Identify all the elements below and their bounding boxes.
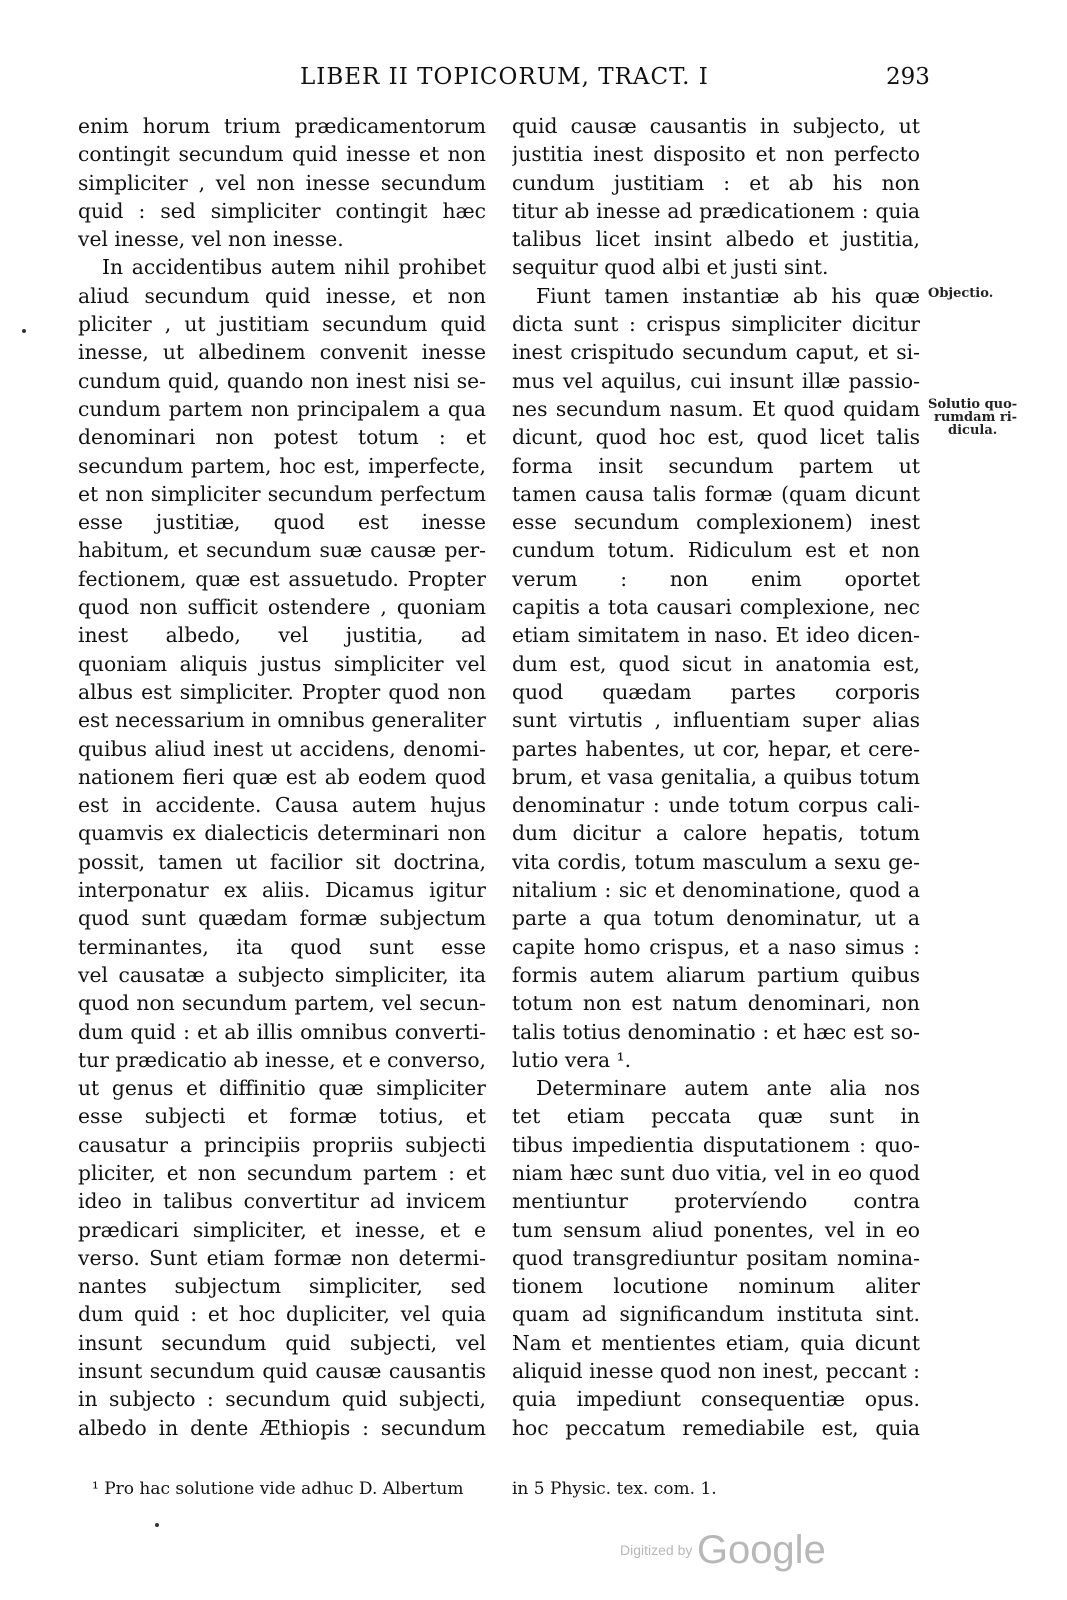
text-line: secundum partem, hoc est, imperfecte, — [78, 453, 486, 478]
text-line: quod non sufficit ostendere , quoniam — [78, 595, 486, 620]
text-line: esse secundum complexionem) inest — [512, 510, 920, 535]
text-line: denominatur : unde totum corpus cali- — [512, 793, 920, 818]
text-line: verso. Sunt etiam formæ non determi- — [78, 1245, 486, 1270]
text-line: inesse, ut albedinem convenit inesse — [78, 340, 486, 365]
text-line: Determinare autem ante alia nos — [536, 1076, 920, 1101]
text-line: mus vel aquilus, cui insunt illæ passio- — [512, 368, 920, 393]
text-line: etiam simitatem in naso. Et ideo dicen- — [512, 623, 920, 648]
text-line: quamvis ex dialecticis determinari non — [78, 821, 486, 846]
text-line: dum dicitur a calore hepatis, totum — [512, 821, 920, 846]
text-line: parte a qua totum denominatur, ut a — [512, 906, 920, 931]
text-line: lutio vera ¹. — [512, 1047, 632, 1072]
text-line: cundum justitiam : et ab his non — [512, 170, 920, 195]
text-line: brum, et vasa genitalia, a quibus totum — [512, 764, 920, 789]
text-line: enim horum trium prædicamentorum — [78, 114, 486, 138]
text-line: aliud secundum quid inesse, et non — [78, 283, 486, 308]
text-line: quia impediunt consequentiæ opus. — [512, 1387, 920, 1412]
text-line: habitum, et secundum suæ causæ per- — [78, 538, 486, 563]
text-line: quod non secundum partem, vel secun- — [78, 991, 486, 1016]
text-line: niam hæc sunt duo vitia, vel in eo quod — [512, 1160, 920, 1185]
page-number: 293 — [886, 64, 930, 90]
text-line: terminantes, ita quod sunt esse — [78, 934, 486, 959]
text-line: possit, tamen ut facilior sit doctrina, — [78, 849, 486, 874]
text-line: sunt virtutis , influentiam super alias — [512, 708, 920, 733]
text-line: verum : non enim oportet — [512, 566, 920, 591]
margin-note-line: Solutio quo- — [928, 397, 1018, 412]
google-logo: Google — [696, 1528, 826, 1572]
text-line: interponatur ex aliis. Dicamus igitur — [78, 878, 486, 903]
text-line: est necessarium in omnibus generaliter — [78, 708, 486, 733]
text-line: capitis a tota causari complexione, nec — [512, 595, 920, 620]
text-line: quam ad significandum instituta sint. — [512, 1302, 920, 1327]
text-line: mentiuntur protervíendo contra — [512, 1189, 920, 1214]
text-line: nationem fieri quæ est ab eodem quod — [78, 764, 486, 789]
text-line: tum sensum aliud ponentes, vel in eo — [512, 1217, 920, 1242]
text-line: pliciter, et non secundum partem : et — [78, 1160, 486, 1185]
text-line: fectionem, quæ est assuetudo. Propter — [78, 566, 486, 591]
margin-note-objectio: Objectio. — [928, 286, 994, 301]
speck-mark — [155, 1523, 159, 1527]
text-line: quid causæ causantis in subjecto, ut — [512, 114, 920, 138]
text-line: vita cordis, totum masculum a sexu ge- — [512, 849, 920, 874]
text-line: insunt secundum quid subjecti, vel — [78, 1330, 486, 1355]
digitized-by-google-watermark — [620, 1528, 826, 1573]
text-line: est in accidente. Causa autem hujus — [78, 793, 486, 818]
text-line: ut genus et diffinitio quæ simpliciter — [78, 1076, 486, 1101]
text-line: pliciter , ut justitiam secundum quid — [78, 312, 486, 337]
text-line: cundum partem non principalem a qua — [78, 396, 486, 421]
text-line: prædicari simpliciter, et inesse, et e — [78, 1217, 486, 1242]
text-line: formis autem aliarum partium quibus — [512, 962, 920, 987]
text-line: nantes subjectum simpliciter, sed — [78, 1274, 486, 1299]
text-line: quibus aliud inest ut accidens, denomi- — [78, 736, 486, 761]
text-line: quod sunt quædam formæ subjectum — [78, 906, 486, 931]
text-line: dum est, quod sicut in anatomia est, — [512, 651, 920, 676]
text-line: quod quædam partes corporis — [512, 679, 920, 704]
text-line: hoc peccatum remediabile est, quia — [512, 1415, 920, 1440]
text-line: dum quid : et hoc dupliciter, vel quia — [78, 1302, 486, 1327]
text-line: dicta sunt : crispus simpliciter dicitur — [512, 312, 920, 337]
margin-note-line: rumdam ri- — [934, 410, 1018, 425]
watermark-prefix: Digitized by — [620, 1542, 693, 1558]
text-line: esse subjecti et formæ totius, et — [78, 1104, 486, 1129]
text-line: talis totius denominatio : et hæc est so- — [512, 1019, 920, 1044]
text-line: partes habentes, ut cor, hepar, et cere- — [512, 736, 920, 761]
left-text-column — [78, 112, 486, 1442]
text-line: forma insit secundum partem ut — [512, 453, 920, 478]
text-line: inest albedo, vel justitia, ad — [78, 623, 486, 648]
text-line: cundum quid, quando non inest nisi se- — [78, 368, 486, 393]
text-line: denominari non potest totum : et — [78, 425, 486, 450]
text-line: dum quid : et ab illis omnibus converti- — [78, 1019, 486, 1044]
text-line: quoniam aliquis justus simpliciter vel — [78, 651, 486, 676]
text-line: capite homo crispus, et a naso simus : — [512, 934, 920, 959]
text-line: aliquid inesse quod non inest, peccant : — [512, 1359, 920, 1384]
text-line: quid : sed simpliciter contingit hæc — [78, 198, 486, 223]
text-line: tibus impedientia disputationem : quo- — [512, 1132, 920, 1157]
right-text-column — [512, 112, 920, 1442]
text-line: Fiunt tamen instantiæ ab his quæ — [536, 283, 920, 308]
text-line: tur prædicatio ab inesse, et e converso, — [78, 1047, 486, 1072]
text-line: esse justitiæ, quod est inesse — [78, 510, 486, 535]
text-line: simpliciter , vel non inesse secundum — [78, 170, 486, 195]
text-line: justitia inest disposito et non perfecto — [512, 142, 920, 167]
text-line: et non simpliciter secundum perfectum — [78, 481, 486, 506]
text-line: nitalium : sic et denominatione, quod a — [512, 878, 920, 903]
text-line: albus est simpliciter. Propter quod non — [78, 679, 486, 704]
text-line: tamen causa talis formæ (quam dicunt — [512, 481, 920, 506]
text-line: inest crispitudo secundum caput, et si- — [512, 340, 920, 365]
text-line: quod transgrediuntur positam nomina- — [512, 1245, 920, 1270]
text-line: tionem locutione nominum aliter — [512, 1274, 920, 1299]
text-line: vel causatæ a subjecto simpliciter, ita — [78, 962, 486, 987]
text-line: contingit secundum quid inesse et non — [78, 142, 486, 167]
text-line: insunt secundum quid causæ causantis — [78, 1359, 486, 1384]
text-line: totum non est natum denominari, non — [512, 991, 920, 1016]
text-line: talibus licet insint albedo et justitia, — [512, 227, 920, 252]
text-line: tet etiam peccata quæ sunt in — [512, 1104, 920, 1129]
text-line: vel inesse, vel non inesse. — [78, 227, 344, 252]
running-title: LIBER II TOPICORUM, TRACT. I — [300, 64, 709, 90]
margin-note-solutio — [928, 398, 1017, 437]
text-line: ideo in talibus convertitur ad invicem — [78, 1189, 486, 1214]
text-line: titur ab inesse ad prædicationem : quia — [512, 198, 920, 223]
text-line: causatur a principiis propriis subjecti — [78, 1132, 486, 1157]
text-line: Nam et mentientes etiam, quia dicunt — [512, 1330, 920, 1355]
text-line: in subjecto : secundum quid subjecti, — [78, 1387, 486, 1412]
text-line: dicunt, quod hoc est, quod licet talis — [512, 425, 920, 450]
text-line: nes secundum nasum. Et quod quidam — [512, 396, 920, 421]
footnote-left: ¹ Pro hac solutione vide adhuc D. Albertum — [92, 1479, 464, 1499]
footnote-right: in 5 Physic. tex. com. 1. — [512, 1479, 717, 1499]
text-line: cundum totum. Ridiculum est et non — [512, 538, 920, 563]
text-line: albedo in dente Æthiopis : secundum — [78, 1415, 486, 1440]
text-line: In accidentibus autem nihil prohibet — [102, 255, 486, 280]
speck-mark — [22, 329, 26, 333]
margin-note-line: dicula. — [948, 423, 998, 438]
text-line: sequitur quod albi et justi sint. — [512, 255, 829, 280]
